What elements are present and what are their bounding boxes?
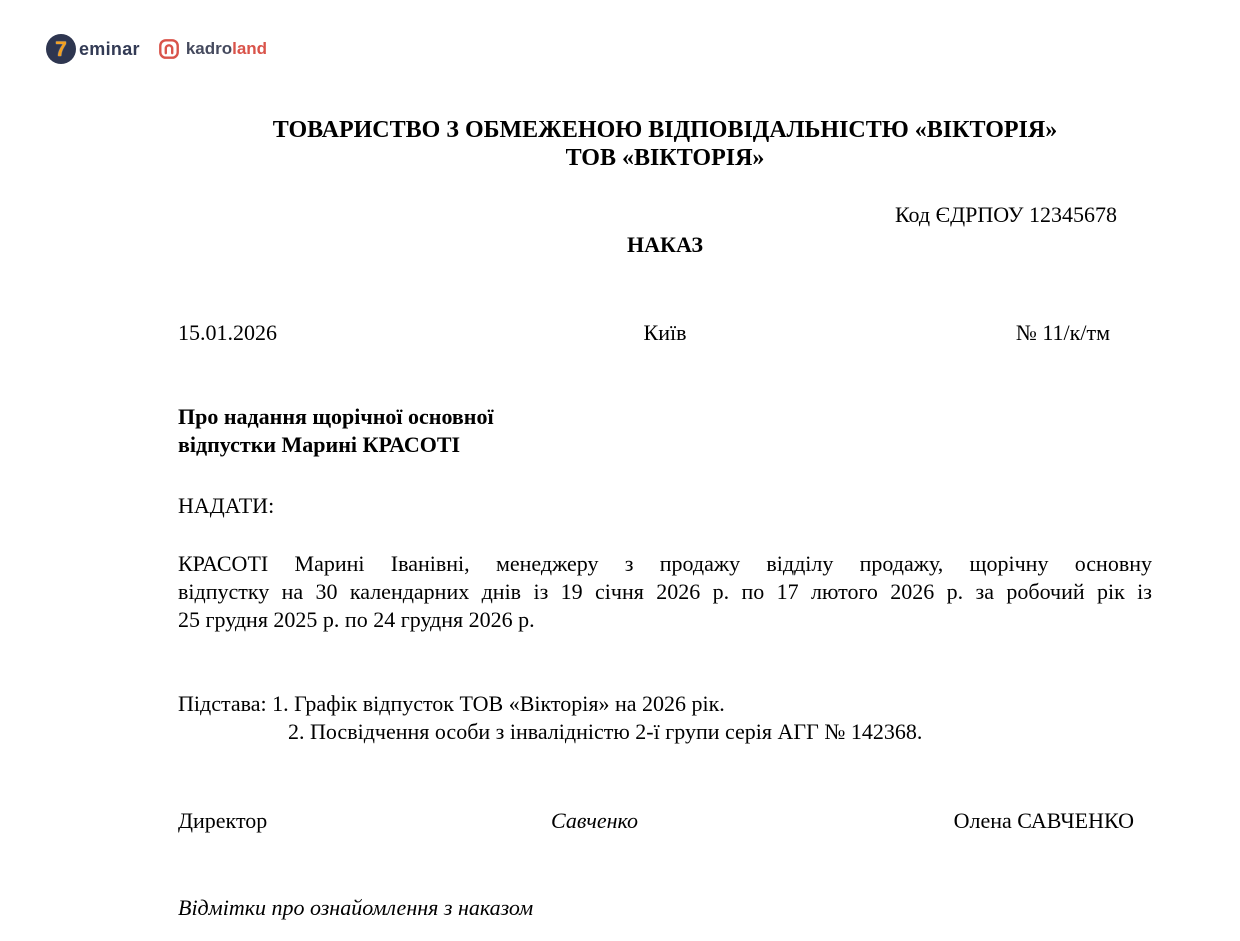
document-number: № 11/к/тм [1015, 320, 1110, 345]
letterhead-logos [46, 34, 267, 64]
document-date: 15.01.2026 [178, 320, 277, 345]
signer-position: Директор [178, 808, 268, 833]
subject-line-1: Про надання щорічної основної [178, 404, 494, 429]
directive-heading: НАДАТИ: [178, 493, 275, 518]
company-title [178, 116, 1152, 172]
document-type-heading: НАКАЗ [627, 232, 703, 257]
order-body-line-3: 25 грудня 2025 р. по 24 грудня 2026 р. [178, 607, 535, 632]
seminar-logo [46, 34, 140, 64]
seminar-logo-digit: 7 [55, 37, 67, 61]
kadroland-logo-text [186, 39, 267, 59]
basis-item-1 [178, 690, 1152, 718]
signature-row [178, 807, 1152, 835]
document-subject [178, 403, 1152, 459]
kadroland-paperclip-icon [158, 38, 180, 60]
document-meta-row [178, 319, 1152, 347]
kadroland-text-land: land [232, 39, 268, 58]
basis-item-1-text: 1. Графік відпусток ТОВ «Вікторія» на 2026 рік. [272, 691, 725, 716]
subject-line-2: відпустки Марині КРАСОТІ [178, 432, 461, 457]
basis-label: Підстава: [178, 691, 267, 716]
kadroland-logo [158, 38, 267, 60]
edrpou-code: Код ЄДРПОУ 12345678 [894, 202, 1117, 227]
seminar-logo-text: eminar [79, 38, 140, 59]
signer-full-name: Олена САВЧЕНКО [953, 808, 1134, 833]
order-body-line-2: відпустку на 30 календарних днів із 19 січня 2026 р. по 17 лютого 2026 р. за робочий рік із [178, 579, 1152, 604]
basis-section [178, 690, 1152, 746]
order-body-line-1: КРАСОТІ Марині Іванівні, менеджеру з продажу відділу продажу, щорічну основну [178, 551, 1152, 576]
acknowledgement-note: Відмітки про ознайомлення з наказом [178, 895, 534, 920]
kadroland-text-kadro: kadro [185, 39, 233, 58]
handwritten-signature: Савченко [551, 808, 639, 833]
basis-item-2: 2. Посвідчення особи з інвалідністю 2-ї групи серія АГГ № 142368. [288, 719, 923, 744]
company-full-name: ТОВАРИСТВО З ОБМЕЖЕНОЮ ВІДПОВІДАЛЬНІСТЮ «ВІКТОРІЯ» [272, 117, 1058, 143]
company-short-name: ТОВ «ВІКТОРІЯ» [565, 145, 765, 171]
seminar-logo-icon [46, 34, 76, 64]
order-body-paragraph [178, 550, 1152, 634]
document-city: Київ [643, 320, 687, 345]
